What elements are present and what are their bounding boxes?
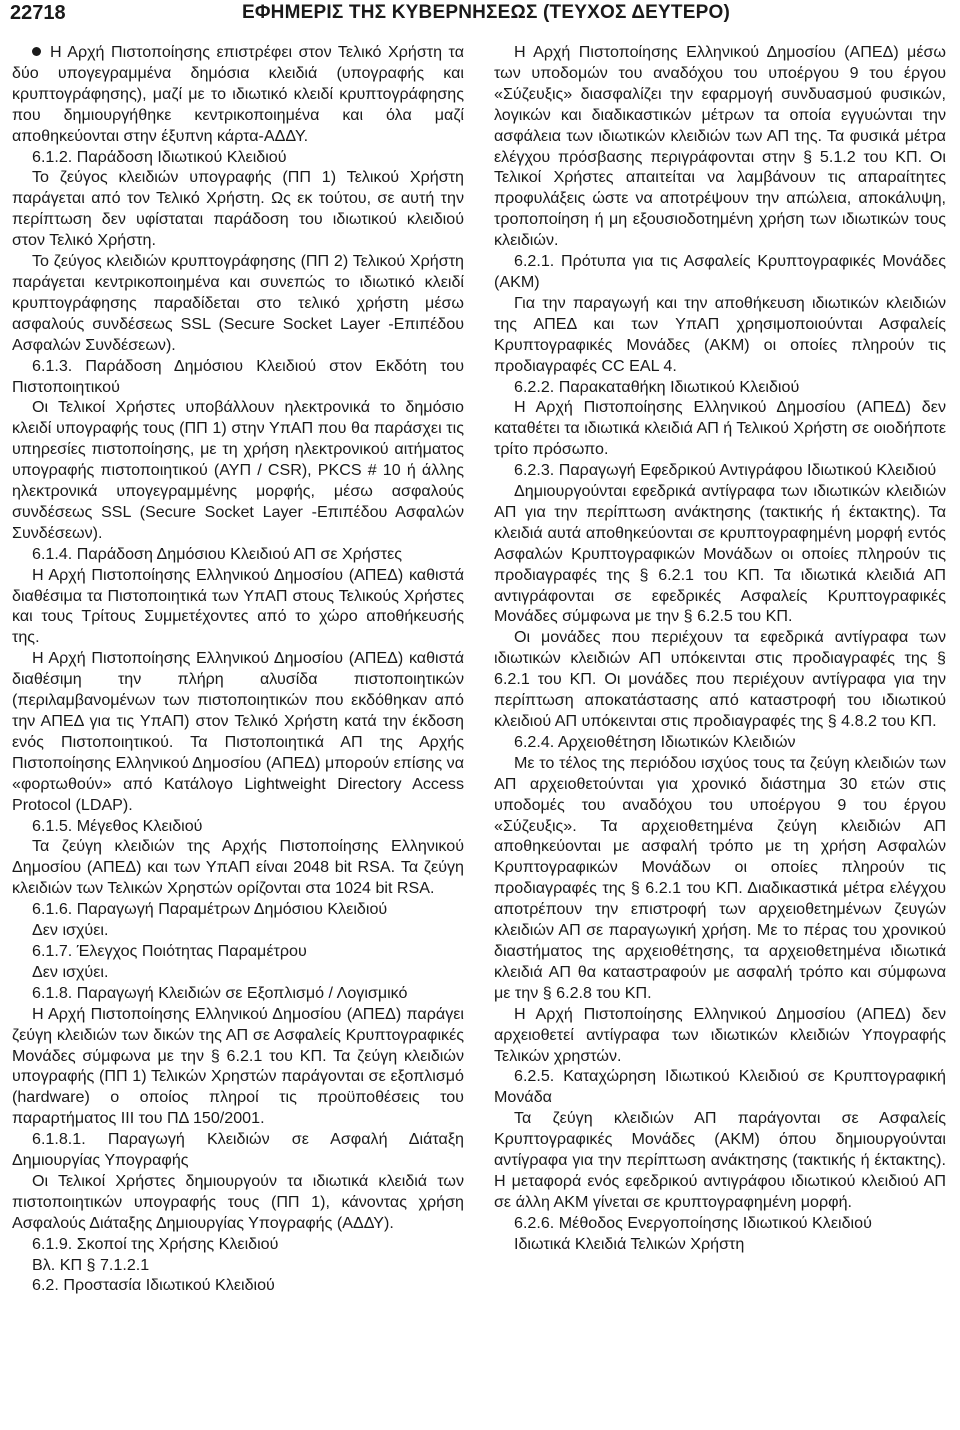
paragraph-text: Βλ. ΚΠ § 7.1.2.1 <box>32 1255 150 1274</box>
section-heading <box>494 1066 946 1108</box>
paragraph-text: Το ζεύγος κλειδιών υπογραφής (ΠΠ 1) Τελικού Χρήστη παράγεται από τον Τελικό Χρήστη. Ως εκ τούτου, σε αυτή την περίπτωση δεν υφίσταται παράδοση του ιδιωτικού κλειδιού στον Τελικό Χρήστη. <box>12 168 464 250</box>
section-heading <box>494 460 946 481</box>
paragraph-text: 6.2.1. Πρότυπα για τις Ασφαλείς Κρυπτογραφικές Μονάδες (ΑΚΜ) <box>494 252 946 291</box>
page-header <box>10 2 946 32</box>
paragraph <box>12 1171 464 1234</box>
paragraph-text: Δημιουργούνται εφεδρικά αντίγραφα των ιδιωτικών κλειδιών ΑΠ για την περίπτωση ανάκτησης (τακτικής ή έκτακτης). Τα κλειδιά αυτά αποθηκεύονται σε κρυπτογραφημένη μορφή εντός Ασφαλών Κρυπτογραφικών Μονάδων οι οποίες πληρούν τις προδιαγραφές της § 6.2.1 του ΚΠ. Τα ιδιωτικά κλειδιά ΑΠ αντιγράφονται σε εφεδρικές Ασφαλείς Κρυπτογραφικές Μονάδες σύμφωνα με την § 6.2.5 του ΚΠ. <box>494 482 946 626</box>
paragraph-text: Η Αρχή Πιστοποίησης Ελληνικού Δημοσίου (ΑΠΕΔ) καθιστά διαθέσιμη την πλήρη αλυσίδα πιστοποιητικών (περιλαμβανομένων των πιστοποιητικών που εκδόθηκαν από την ΑΠΕΔ για τις ΥπΑΠ) στον Τελικό Χρήστη κατά την έκδοση ενός Πιστοποιητικού. Τα Πιστοποιητικά ΑΠ της Αρχής Πιστοποίησης Ελληνικού Δημοσίου (ΑΠΕΔ) μπορούν επίσης να «φορτωθούν» από Κατάλογο Lightweight Directory Access Protocol (LDAP). <box>12 649 464 814</box>
section-heading <box>12 816 464 837</box>
section-heading <box>494 251 946 293</box>
paragraph-text: Οι Τελικοί Χρήστες δημιουργούν τα ιδιωτικά κλειδιά των πιστοποιητικών υπογραφής τους (ΠΠ 1), κάνοντας χρήση Ασφαλούς Διάταξης Δημιουργίας Υπογραφής (ΑΔΔΥ). <box>12 1171 464 1232</box>
section-heading <box>12 941 464 962</box>
journal-title: ΕΦΗΜΕΡΙΣ ΤΗΣ ΚΥΒΕΡΝΗΣΕΩΣ (ΤΕΥΧΟΣ ΔΕΥΤΕΡΟ) <box>242 2 730 23</box>
paragraph-text: Οι Τελικοί Χρήστες υποβάλλουν ηλεκτρονικά το δημόσιο κλειδί υπογραφής τους (ΠΠ 1) στην ΥπΑΠ που θα παράσχει τις υπηρεσίες πιστοποίησης, με τη χρήση ηλεκτρονικού αιτήματος υπογραφής πιστοποιητικού (ΑΥΠ / CSR), PKCS # 10 ή άλλης ηλεκτρονικά υπογεγραμμένης μορφής, μέσω ασφαλούς συνδέσεως SSL (Secure Socket Layer -Επιπέδου Ασφαλών Συνδέσεων). <box>12 398 464 542</box>
paragraph <box>494 1108 946 1213</box>
paragraph-text: Η Αρχή Πιστοποίησης Ελληνικού Δημοσίου (ΑΠΕΔ) δεν καταθέτει τα ιδιωτικά κλειδιά ΑΠ ή Τελικού Χρήστη σε οιοδήποτε τρίτο πρόσωπο. <box>494 398 947 459</box>
section-heading <box>494 732 946 753</box>
paragraph-text: Για την παραγωγή και την αποθήκευση ιδιωτικών κλειδιών της ΑΠΕΔ και των ΥπΑΠ χρησιμοποιούνται Ασφαλείς Κρυπτογραφικές Μονάδες (ΑΚΜ) οι οποίες πληρούν τις προδιαγραφές CC EAL 4. <box>494 293 946 375</box>
section-heading <box>12 544 464 565</box>
paragraph-text: 6.1.3. Παράδοση Δημόσιου Κλειδιού στον Εκδότη του Πιστοποιητικού <box>12 356 464 396</box>
paragraph-text: Η Αρχή Πιστοποίησης Ελληνικού Δημοσίου (ΑΠΕΔ) μέσω των υποδομών του αναδόχου του υποέργου 9 του έργου «Σύζευξις» διασφαλίζει την εφαρμογή συνδυασμού φυσικών, λογικών και διαδικαστικών μέτρων τα οποία εγγυώνται την ασφάλεια των ιδιωτικών κλειδιών των ΑΠ της. Τα φυσικά μέτρα ελέγχου πρόσβασης περιγράφονται στην § 5.1.2 του ΚΠ. Οι Τελικοί Χρήστες απαιτείται να λαμβάνουν τις απαραίτητες προφυλάξεις ώστε να αποτρέψουν την απώλεια, αποκάλυψη, τροποποίηση ή μη εξουσιοδοτημένη χρήση των ιδιωτικών τους κλειδιών. <box>494 43 946 250</box>
paragraph-text: 6.1.7. Έλεγχος Ποιότητας Παραμέτρου <box>32 941 307 960</box>
paragraph-text: Τα ζεύγη κλειδιών ΑΠ παράγονται σε Ασφαλείς Κρυπτογραφικές Μονάδες (ΑΚΜ) όπου δημιουργούνται αντίγραφα για την περίπτωση ανάκτησης (τακτικής ή έκτακτης). Η μεταφορά ενός εφεδρικού αντιγράφου ιδιωτικού κλειδιού ΑΠ σε άλλη ΑΚΜ γίνεται σε κρυπτογραφημένη μορφή. <box>494 1109 946 1211</box>
paragraph-text: 6.1.9. Σκοποί της Χρήσης Κλειδιού <box>32 1234 279 1253</box>
paragraph-text: Οι μονάδες που περιέχουν τα εφεδρικά αντίγραφα των ιδιωτικών κλειδιών ΑΠ υπόκεινται στις προδιαγραφές της § 6.2.1 του ΚΠ. Οι μονάδες που περιέχουν αντίγραφα για την περίπτωση αποκατάστασης από καταστροφή του ιδιωτικού κλειδιού ΑΠ υπόκεινται στις προδιαγραφές της § 4.8.2 του ΚΠ. <box>494 628 946 730</box>
paragraph-text: Η Αρχή Πιστοποίησης Ελληνικού Δημοσίου (ΑΠΕΔ) παράγει ζεύγη κλειδιών των δικών της ΑΠ σε Ασφαλείς Κρυπτογραφικές Μονάδες σύμφωνα με την § 6.2.1 του ΚΠ. Τα ζεύγη κλειδιών υπογραφής (ΠΠ 1) Τελικών Χρηστών παράγονται σε εξοπλισμό (hardware) ο οποίος πληροί τις προϋποθέσεις του παραρτήματος ΙΙΙ του ΠΔ 150/2001. <box>12 1004 464 1128</box>
paragraph <box>12 42 464 147</box>
paragraph-text: Η Αρχή Πιστοποίησης Ελληνικού Δημοσίου (ΑΠΕΔ) καθιστά διαθέσιμα τα Πιστοποιητικά των ΥπΑΠ στους Τελικούς Χρήστες και τους Τρίτους Συμμετέχοντες από το χώρο αποθήκευσής της. <box>12 565 464 647</box>
paragraph <box>12 251 464 356</box>
paragraph <box>12 167 464 251</box>
paragraph <box>494 481 946 627</box>
paragraph <box>12 1255 464 1276</box>
paragraph <box>12 836 464 899</box>
paragraph <box>12 920 464 941</box>
paragraph-text: Το ζεύγος κλειδιών κρυπτογράφησης (ΠΠ 2) Τελικού Χρήστη παράγεται κεντρικοποιημένα και συνεπώς το ιδιωτικό κλειδί κρυπτογράφησης παραδίδεται στο τελικό χρήστη μέσω ασφαλούς συνδέσεως SSL (Secure Socket Layer -Επιπέδου Ασφαλών Συνδέσεων). <box>12 252 464 354</box>
section-heading <box>12 147 464 168</box>
paragraph-text: 6.2.5. Καταχώρηση Ιδιωτικού Κλειδιού σε Κρυπτογραφική Μονάδα <box>494 1067 946 1107</box>
paragraph-text: Δεν ισχύει. <box>32 962 109 981</box>
bullet-icon <box>32 47 41 56</box>
paragraph <box>494 293 946 377</box>
section-heading <box>12 983 464 1004</box>
paragraph-text: Ιδιωτικά Κλειδιά Τελικών Χρήστη <box>514 1234 745 1253</box>
paragraph <box>12 648 464 815</box>
paragraph-text: 6.1.8.1. Παραγωγή Κλειδιών σε Ασφαλή Διάταξη Δημιουργίας Υπογραφής <box>12 1130 464 1170</box>
paragraph-text: 6.2.4. Αρχειοθέτηση Ιδιωτικών Κλειδιών <box>514 732 796 751</box>
paragraph-text: 6.1.6. Παραγωγή Παραμέτρων Δημόσιου Κλειδιού <box>32 900 388 919</box>
paragraph-text: 6.2.6. Μέθοδος Ενεργοποίησης Ιδιωτικού Κλειδιού <box>514 1213 872 1232</box>
section-heading <box>12 899 464 920</box>
page-number: 22718 <box>10 2 66 24</box>
paragraph-text: 6.1.5. Μέγεθος Κλειδιού <box>32 816 203 835</box>
paragraph-text: Η Αρχή Πιστοποίησης Ελληνικού Δημοσίου (ΑΠΕΔ) δεν αρχειοθετεί αντίγραφα των ιδιωτικών κλειδιών Υπογραφής Τελικών χρηστών. <box>494 1004 946 1065</box>
paragraph-text: 6.1.2. Παράδοση Ιδιωτικού Κλειδιού <box>32 147 287 166</box>
paragraph <box>12 565 464 649</box>
paragraph-text: 6.2.3. Παραγωγή Εφεδρικού Αντιγράφου Ιδιωτικού Κλειδιού <box>514 461 937 480</box>
section-heading <box>12 1129 464 1171</box>
paragraph <box>494 397 946 460</box>
paragraph-text: Η Αρχή Πιστοποίησης επιστρέφει στον Τελικό Χρήστη τα δύο υπογεγραμμένα δημόσια κλειδιά (υπογραφής και κρυπτογράφησης), μαζί με το ιδιωτικό κλειδί κρυπτογράφησης που δημιουργήθηκε κεντρικοποιημένα και όλα μαζί αποθηκεύονται στην έξυπνη κάρτα-ΑΔΔΥ. <box>12 43 464 145</box>
paragraph-text: Με το τέλος της περιόδου ισχύος τους τα ζεύγη κλειδιών των ΑΠ αρχειοθετούνται για χρονικό διάστημα 30 ετών στις υποδομές του αναδόχου του υποέργου 9 του έργου «Σύζευξις». Τα αρχειοθετημένα ζεύγη κλειδιών ΑΠ αποθηκεύονται με ασφαλή τρόπο με τη χρήση Ασφαλών Κρυπτογραφικών Μονάδων οι οποίες πληρούν τις προδιαγραφές της § 6.2.1 του ΚΠ. Διαδικαστικά μέτρα ελέγχου αποτρέπουν την επιστροφή των αρχειοθετημένων ζευγών κλειδιών ΑΠ σε παραγωγική χρήση. Με το πέρας του χρονικού διαστήματος της αρχειοθέτησης, τα αρχειοθετημένα ιδιωτικά κλειδιά ΑΠ θα καταστραφούν με ασφαλή τρόπο και σύμφωνα με την § 6.2.8 του ΚΠ. <box>494 753 946 1002</box>
paragraph-text: Τα ζεύγη κλειδιών της Αρχής Πιστοποίησης Ελληνικού Δημοσίου (ΑΠΕΔ) και των ΥπΑΠ είναι 2048 bit RSA. Τα ζεύγη κλειδιών των Τελικών Χρηστών ορίζονται στα 1024 bit RSA. <box>12 837 464 898</box>
paragraph <box>12 1004 464 1129</box>
paragraph <box>494 1004 946 1067</box>
paragraph-text: 6.1.8. Παραγωγή Κλειδιών σε Εξοπλισμό / Λογισμικό <box>32 983 408 1002</box>
paragraph-text: 6.2.2. Παρακαταθήκη Ιδιωτικού Κλειδιού <box>514 377 800 396</box>
section-heading <box>12 1275 464 1296</box>
section-heading <box>494 1213 946 1234</box>
section-heading <box>494 377 946 398</box>
paragraph <box>494 1234 946 1255</box>
paragraph <box>12 397 464 543</box>
section-heading <box>12 356 464 398</box>
section-heading <box>12 1234 464 1255</box>
paragraph-text: 6.2. Προστασία Ιδιωτικού Κλειδιού <box>32 1276 275 1295</box>
right-column <box>494 42 946 1255</box>
paragraph-text: Δεν ισχύει. <box>32 921 109 940</box>
paragraph <box>494 627 946 732</box>
paragraph-text: 6.1.4. Παράδοση Δημόσιου Κλειδιού ΑΠ σε Χρήστες <box>32 544 403 563</box>
left-column <box>12 42 464 1296</box>
paragraph <box>494 42 946 251</box>
paragraph <box>12 962 464 983</box>
paragraph <box>494 753 946 1004</box>
